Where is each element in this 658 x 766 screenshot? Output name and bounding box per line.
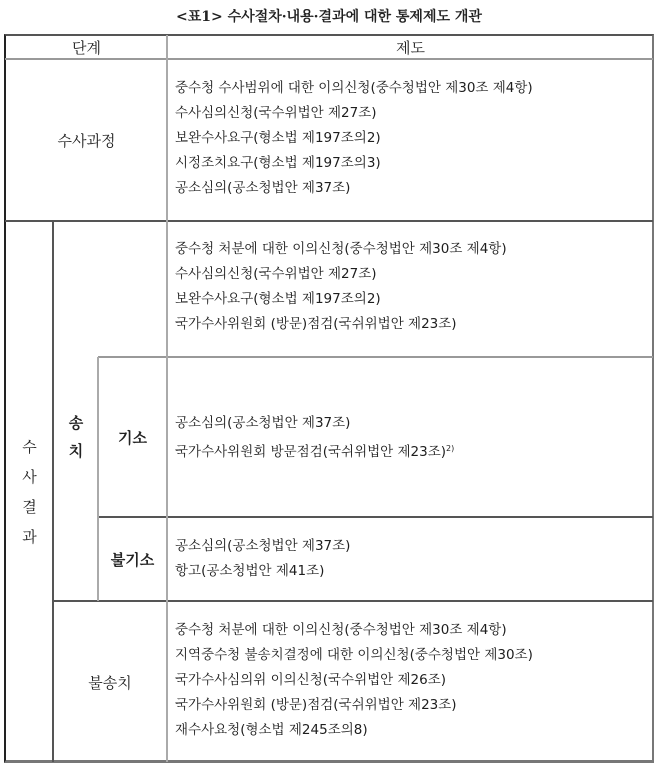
list-item: 보완수사요구(형소법 제197조의2) [175, 130, 381, 146]
header-system-label: 제도 [396, 39, 425, 57]
stage-referral [54, 357, 98, 517]
list-item: 시정조치요구(형소법 제197조의3) [175, 155, 381, 171]
stage-investigation-result-char: 사 [22, 468, 37, 486]
list-item: 공소심의(공소청법안 제37조) [175, 180, 351, 196]
list-item: 국가수사위원회 (방문)점검(국쉬위법안 제23조) [175, 316, 457, 332]
stage-non-referral-label: 불송치 [88, 673, 132, 692]
header-stage-label: 단계 [72, 39, 101, 57]
list-item: 공소심의(공소청법안 제37조) [175, 415, 351, 431]
list-item: 재수사요청(형소법 제245조의8) [175, 722, 368, 738]
row-divider-indictment-nonindictment [98, 516, 653, 518]
header-stage [6, 36, 167, 59]
stage-indictment-label: 기소 [118, 429, 147, 447]
stage-investigation-result-char: 과 [22, 528, 37, 546]
row-divider-common-indictment [98, 356, 653, 358]
table-caption: <표1> 수사절차·내용·결과에 대한 통제제도 개관 [176, 9, 482, 25]
non-referral-list [175, 618, 533, 743]
list-item: 수사심의신청(국수위법안 제27조) [175, 105, 377, 121]
investigation-process-list [175, 76, 533, 201]
list-item: 지역중수청 불송치결정에 대한 이의신청(중수청법안 제30조) [175, 647, 533, 663]
stage-investigation-result-char: 수 [22, 438, 37, 456]
list-item-text: 국가수사위원회 방문점검(국쉬위법안 제23조) [175, 444, 447, 460]
stage-investigation-process [6, 60, 167, 221]
list-item: 수사심의신청(국수위법안 제27조) [175, 266, 377, 282]
list-item: 국가수사심의위 이의신청(국수위법안 제26조) [175, 672, 447, 688]
list-item: 항고(공소청법안 제41조) [175, 563, 325, 579]
list-item: 공소심의(공소청법안 제37조) [175, 538, 351, 554]
stage-non-indictment-label: 불기소 [110, 551, 155, 569]
header-system [168, 36, 653, 59]
stage-investigation-process-label: 수사과정 [57, 132, 116, 150]
list-item: 중수청 수사범위에 대한 이의신청(중수청법안 제30조 제4항) [175, 80, 533, 96]
stage-investigation-result [6, 222, 53, 762]
list-item: 중수청 처분에 대한 이의신청(중수청법안 제30조 제4항) [175, 622, 507, 638]
list-item: 보완수사요구(형소법 제197조의2) [175, 291, 381, 307]
stage-non-indictment [99, 518, 166, 601]
list-item: 국가수사위원회 (방문)점검(국쉬위법안 제23조) [175, 697, 457, 713]
footnote-marker: 2) [446, 444, 455, 453]
non-indictment-list [175, 534, 350, 584]
referral-common-list [175, 237, 507, 337]
stage-indictment [99, 358, 166, 517]
list-item: 중수청 처분에 대한 이의신청(중수청법안 제30조 제4항) [175, 241, 507, 257]
stage-non-referral [54, 602, 166, 762]
stage-referral-char: 송 [68, 414, 84, 432]
list-item [175, 436, 454, 465]
indictment-list [175, 411, 454, 465]
stage-investigation-result-char: 결 [22, 498, 37, 516]
stage-referral-char: 치 [68, 442, 84, 460]
